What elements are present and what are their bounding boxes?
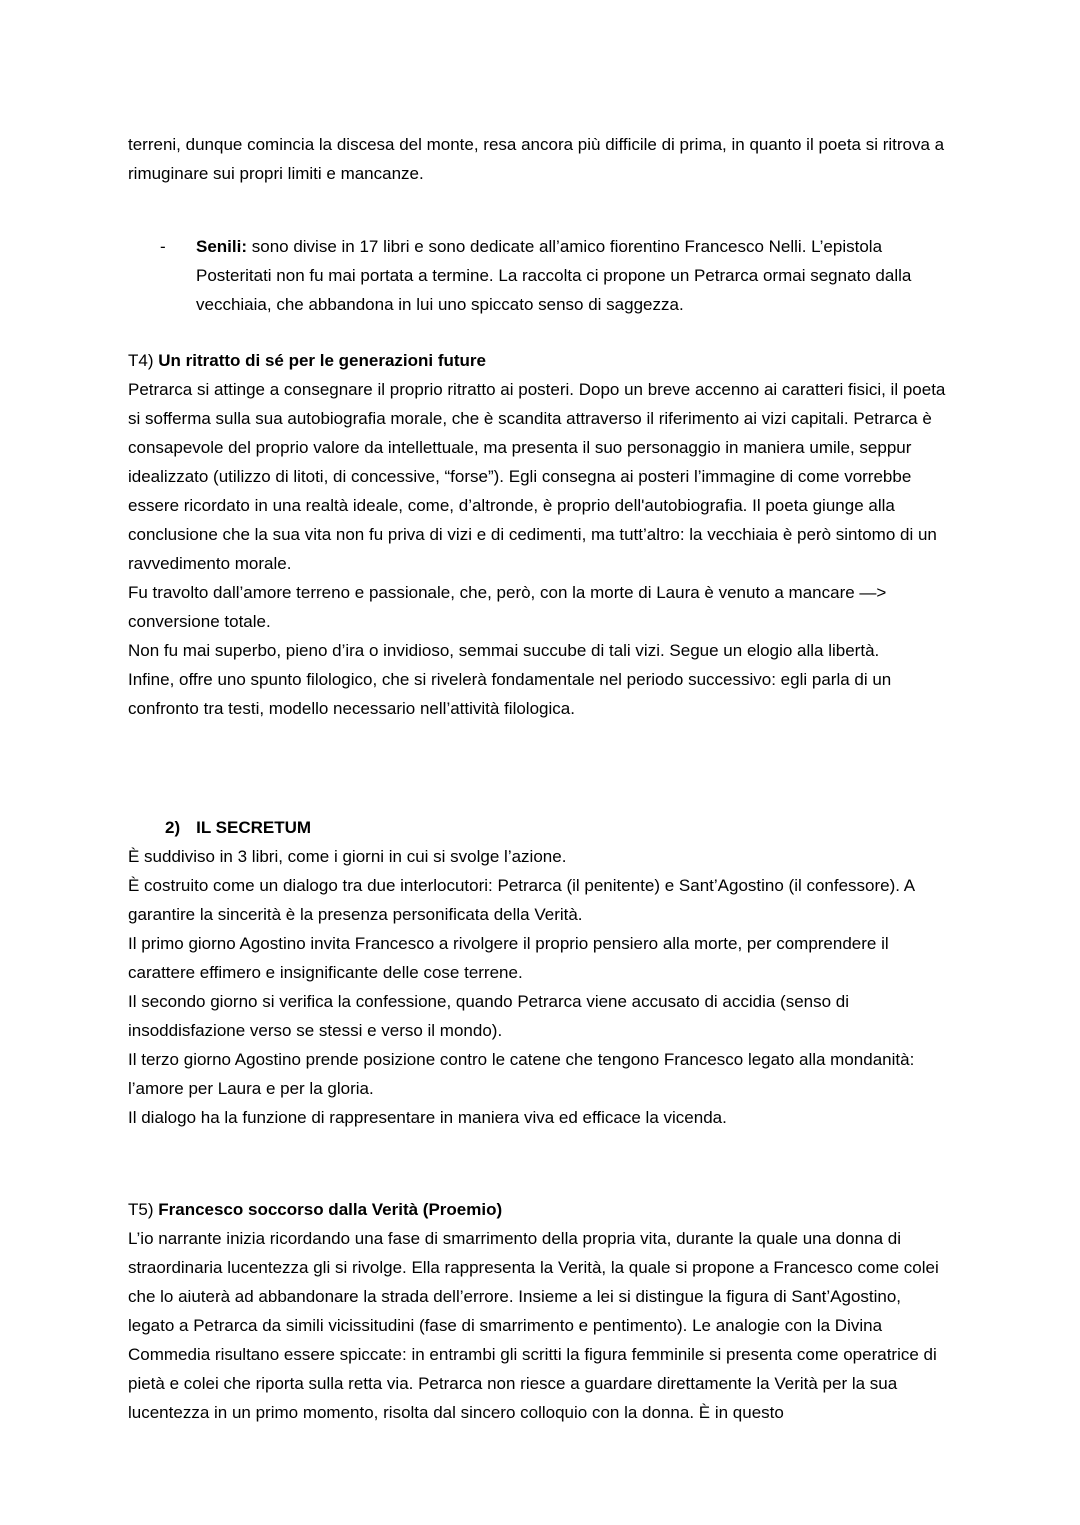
t4-paragraph: Petrarca si attinge a consegnare il proprio ritratto ai posteri. Dopo un breve accenno ai caratteri fisici, il poeta si sofferma sulla sua autobiografia morale, che è scandita attraverso il riferimento ai vizi capitali. Petrarca è consapevole del proprio valore da intellettuale, ma presenta il suo personaggio in maniera umile, seppur idealizzato (utilizzo di litoti, di concessive, “forse”). Egli consegna ai posteri l’immagine di come vorrebbe essere ricordato in una realtà ideale, come, d’altronde, è proprio dell'autobiografia. Il poeta giunge alla conclusione che la sua vita non fu priva di vizi e di cedimenti, ma tutt’altro: la vecchiaia è però sintomo di un ravvedimento morale. [128, 380, 946, 573]
secretum-heading-title: IL SECRETUM [196, 818, 312, 837]
t5-paragraph: L’io narrante inizia ricordando una fase di smarrimento della propria vita, durante la quale una donna di straordinaria lucentezza gli si rivolge. Ella rappresenta la Verità, la quale si propone a Francesco come colei che lo aiuterà ad abbandonare la strada dell’errore. Insieme a lei si distingue la figura di Sant’Agostino, legato a Petrarca da simili vicissitudini (fase di smarrimento e pentimento). Le analogie con la Divina Commedia risultano essere spiccate: in entrambi gli scritti la figura femminile si presenta come operatrice di pietà e colei che riporta sulla retta via. Petrarca non riesce a guardare direttamente la Verità per la sua lucentezza in un primo momento, risolta dal sincero colloquio con la donna. È in questo [128, 1229, 939, 1422]
t4-paragraph: Non fu mai superbo, pieno d’ira o invidioso, semmai succube di tali vizi. Segue un elogio alla libertà. [128, 641, 880, 660]
bullet-dash: - [160, 237, 166, 256]
t4-heading-prefix: T4) [128, 351, 159, 370]
senili-body: sono divise in 17 libri e sono dedicate all’amico fiorentino Francesco Nelli. L’epistola Posteritati non fu mai portata a termine. La raccolta ci propone un Petrarca ormai segnato dalla vecchiaia, che abbandona in lui uno spiccato senso di saggezza. [196, 237, 912, 314]
secretum-paragraph: Il terzo giorno Agostino prende posizione contro le catene che tengono Francesco legato alla mondanità: l’amore per Laura e per la gloria. [128, 1050, 915, 1098]
list-item-senili [128, 232, 952, 319]
secretum-paragraph: È costruito come un dialogo tra due interlocutori: Petrarca (il penitente) e Sant’Agostino (il confessore). A garantire la sincerità è la presenza personificata della Verità. [128, 876, 915, 924]
t4-heading [128, 346, 952, 375]
secretum-paragraph: Il secondo giorno si verifica la confessione, quando Petrarca viene accusato di accidia (senso di insoddisfazione verso se stessi e verso il mondo). [128, 992, 850, 1040]
list-item-text [196, 232, 952, 319]
t5-heading-prefix: T5) [128, 1200, 159, 1219]
t4-paragraph: Infine, offre uno spunto filologico, che si rivelerà fondamentale nel periodo successivo: egli parla di un confronto tra testi, modello necessario nell’attività filologica. [128, 670, 892, 718]
secretum-paragraph: Il dialogo ha la funzione di rappresentare in maniera viva ed efficace la vicenda. [128, 1108, 727, 1127]
senili-label: Senili: [196, 237, 248, 256]
t4-paragraph: Fu travolto dall’amore terreno e passionale, che, però, con la morte di Laura è venuto a mancare —> conversione totale. [128, 583, 887, 631]
t4-heading-title: Un ritratto di sé per le generazioni future [158, 351, 487, 370]
secretum-heading [128, 813, 952, 842]
secretum-paragraph: È suddiviso in 3 libri, come i giorni in cui si svolge l’azione. [128, 847, 567, 866]
secretum-paragraph: Il primo giorno Agostino invita Francesco a rivolgere il proprio pensiero alla morte, per comprendere il carattere effimero e insignificante delle cose terrene. [128, 934, 889, 982]
intro-paragraph: terreni, dunque comincia la discesa del monte, resa ancora più difficile di prima, in quanto il poeta si ritrova a rimuginare sui propri limiti e mancanze. [128, 135, 945, 183]
t5-heading [128, 1195, 952, 1224]
t5-heading-title: Francesco soccorso dalla Verità (Proemio) [158, 1200, 503, 1219]
secretum-heading-number: 2) [165, 818, 181, 837]
